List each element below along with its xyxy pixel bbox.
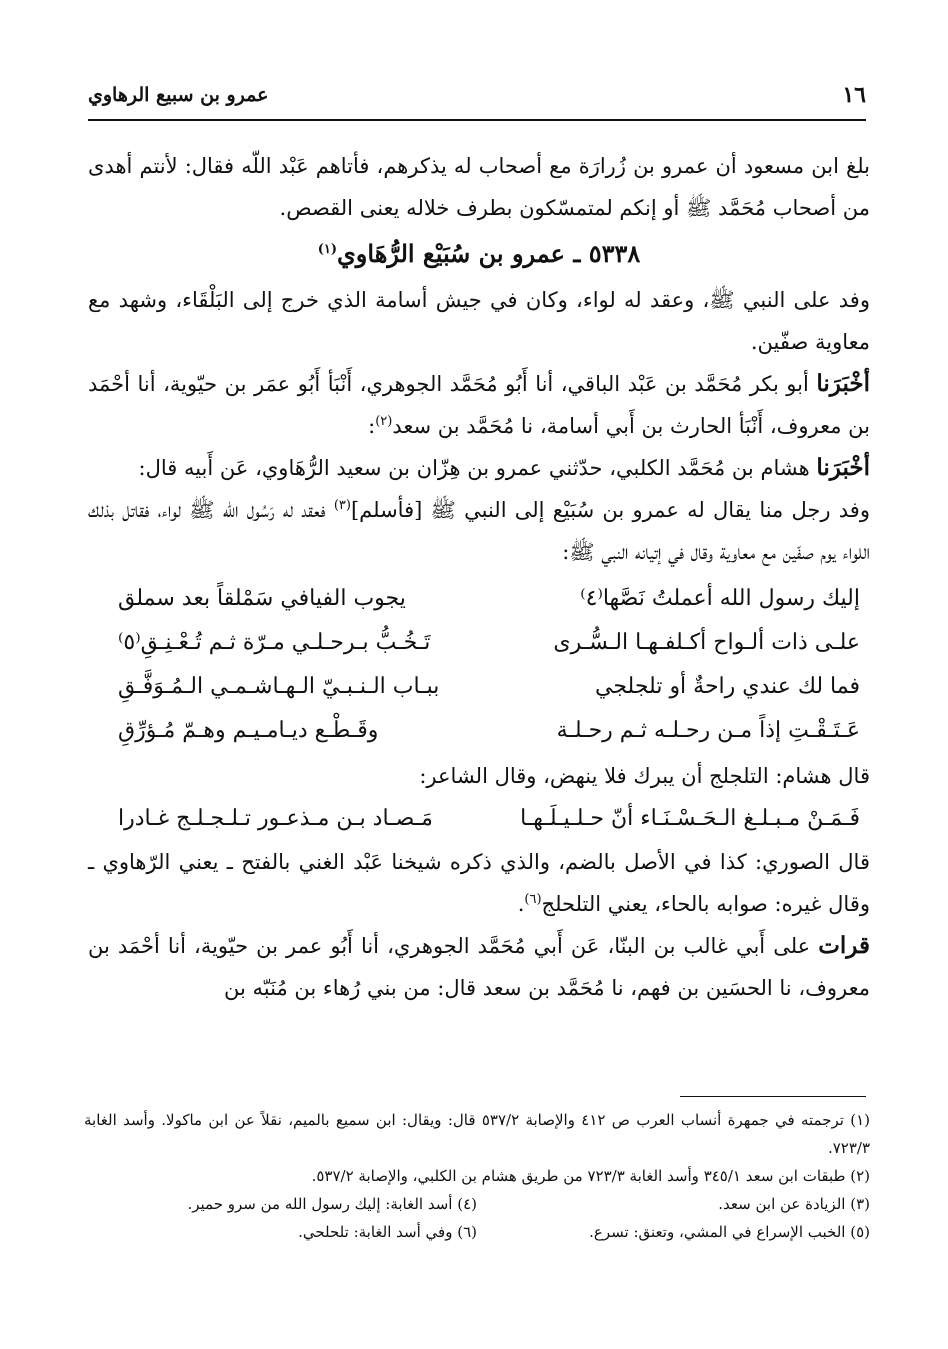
paragraph-3-text: أبو بكر مُحَمَّد بن عَبْد الباقي، أنا أَبُو مُحَمَّد الجوهري، أَنْبَأ أَبُو عمَر بن حيّوية، أنا أحْمَد بن معروف، أَنْبَأ الحارث بن أَبي أسامة، نا مُحَمَّد بن سعد (88, 372, 870, 438)
verse-second-hemistich: وقَـطْـع ديـامـيـم وهـمّ مُـؤرِّقِ (118, 718, 379, 743)
footnotes (84, 1106, 870, 1246)
footnote-5: (٥) الخبب الإسراع في المشي، وتعنق: تسرع. (589, 1223, 870, 1241)
verse-first-hemistich: علـى ذات ألـواح أكـلفـهـا الـسُّـرى (553, 630, 860, 655)
footnote-ref-3: (٣) (333, 498, 351, 513)
verse-first-hemistich: إليك رسول الله أعملتُ نَصَّها⁽٤⁾ (580, 586, 860, 611)
verse-second-hemistich: يجوب الفيافي سَمْلقاً بعد سملق (118, 586, 406, 611)
paragraph-5-b: فعقد له رَسُول الله ﷺ لواء، فقاتل بذلك اللواء يوم صفّين مع معاوية وقال في إتيانه النبي ﷺ: (88, 498, 870, 564)
isnad-lead-2: أخْبَرَنا (816, 454, 870, 481)
poem-verse (88, 577, 870, 621)
isnad-lead-3: قرات (818, 932, 870, 959)
poem-verse (88, 709, 870, 753)
footnote-ref-2: (٢) (375, 414, 393, 429)
footnote-3: (٣) الزيادة عن ابن سعد. (718, 1195, 870, 1213)
page-header (88, 80, 866, 118)
verse-first-hemistich: عَـتَـقْـتِ إذاً مـن رحـلـه ثـم رحـلـة (556, 718, 860, 743)
footnote-ref-1: (١) (317, 242, 337, 257)
poem-verse (88, 665, 870, 709)
paragraph-7-text: قال الصوري: كذا في الأصل بالضم، والذي ذكره شيخنا عَبْد الغني بالفتح ـ يعني الرّهاوي ـ وقال غيره: صوابه بالحاء، يعني التلحلج (88, 850, 870, 916)
footnote-row (84, 1190, 870, 1218)
paragraph-2: وفد على النبي ﷺ، وعقد له لواء، وكان في جيش أسامة الذي خرج إلى البَلْقَاء، وشهد مع معاوية صفّين. (88, 288, 870, 354)
verse-second-hemistich: تَـخُـبُّ بـرحـلـي مـرّة ثـم تُـعْـنِـقِ⁽٥⁾ (118, 630, 431, 655)
paragraph-5 (88, 489, 870, 573)
page-number: ١٦ (842, 82, 866, 108)
footnote-1: (١) ترجمته في جمهرة أنساب العرب ص ٤١٢ والإصابة ٥٣٧/٢ قال: ويقال: ابن سميع بالميم، نقلاً عن ابن ماكولا. وأسد الغابة ٧٢٣/٣. (84, 1111, 871, 1157)
paragraph-8 (88, 925, 870, 1009)
header-rule (88, 119, 866, 121)
verse-first-hemistich: فما لك عندي راحةٌ أو تلجلجي (595, 674, 860, 699)
paragraph-7-end: . (517, 892, 525, 916)
quoted-verse (88, 797, 870, 841)
verse-first-hemistich: فَـمَـنْ مـبـلـغ الـحَـسْـنَـاء أنّ حـلـيـلَـهـا (520, 806, 860, 831)
paragraph-1: بلغ ابن مسعود أن عمرو بن زُرارَة مع أصحاب له يذكرهم، فأتاهم عَبْد اللّه فقال: لأنتم أهدى من أصحاب مُحَمَّد ﷺ أو إنكم لمتمسّكون بطرف خلاله يعنى القصص. (88, 154, 870, 220)
footnote-6: (٦) وفي أسد الغابة: تلحلحي. (298, 1223, 477, 1241)
footnote-4: (٤) أسد الغابة: إليك رسول الله من سرو حمير. (187, 1195, 477, 1213)
paragraph-7 (88, 841, 870, 925)
paragraph-4 (88, 447, 870, 489)
footnote-ref-6: (٦) (524, 892, 542, 907)
poem-verse (88, 621, 870, 665)
paragraph-5-a: وفد رجل منا يقال له عمرو بن سُبَيْع إلى النبي ﷺ [فأسلم] (350, 498, 870, 522)
main-text (88, 145, 870, 1009)
verse-second-hemistich: مَـصـاد بـن مـذعـور تـلـجـلـج غـادرا (118, 806, 433, 831)
paragraph-4-text: هشام بن مُحَمَّد الكلبي، حدّثني عمرو بن هِزّان بن سعيد الرُّهَاوي، عَن أَبيه قال: (138, 456, 810, 480)
footnote-rule (680, 1096, 866, 1097)
verse-second-hemistich: ببـاب الـنـبـيّ الـهـاشـمـي الـمُـوَفَّـقِ (118, 674, 440, 699)
footnote-2: (٢) طبقات ابن سعد ٣٤٥/١ وأسد الغابة ٧٢٣/٣ من طريق هشام بن الكلبي، والإصابة ٥٣٧/٢. (311, 1167, 870, 1185)
footnote-row (84, 1218, 870, 1246)
paragraph-6: قال هشام: التلجلج أن يبرك فلا ينهض، وقال الشاعر: (419, 764, 870, 788)
paragraph-3-end: : (368, 414, 376, 438)
entry-heading (88, 229, 870, 279)
paragraph-3 (88, 363, 870, 447)
entry-heading-text: ٥٣٣٨ ـ عمرو بن سُبَيْع الرُّهَاوي (337, 239, 641, 268)
running-title: عمرو بن سبيع الرهاوي (88, 84, 269, 106)
isnad-lead-1: أخْبَرَنا (816, 370, 870, 397)
paragraph-8-text: على أَبي غالب بن البنّا، عَن أَبي مُحَمَّد الجوهري، أنا أَبُو عمر بن حيّوية، أنا أحْمَد بن معروف، نا الحسَين بن فهم، نا مُحَمَّد بن سعد قال: من بني رُهاء بن مُنَبّه بن (88, 934, 870, 1000)
poem (88, 577, 870, 753)
